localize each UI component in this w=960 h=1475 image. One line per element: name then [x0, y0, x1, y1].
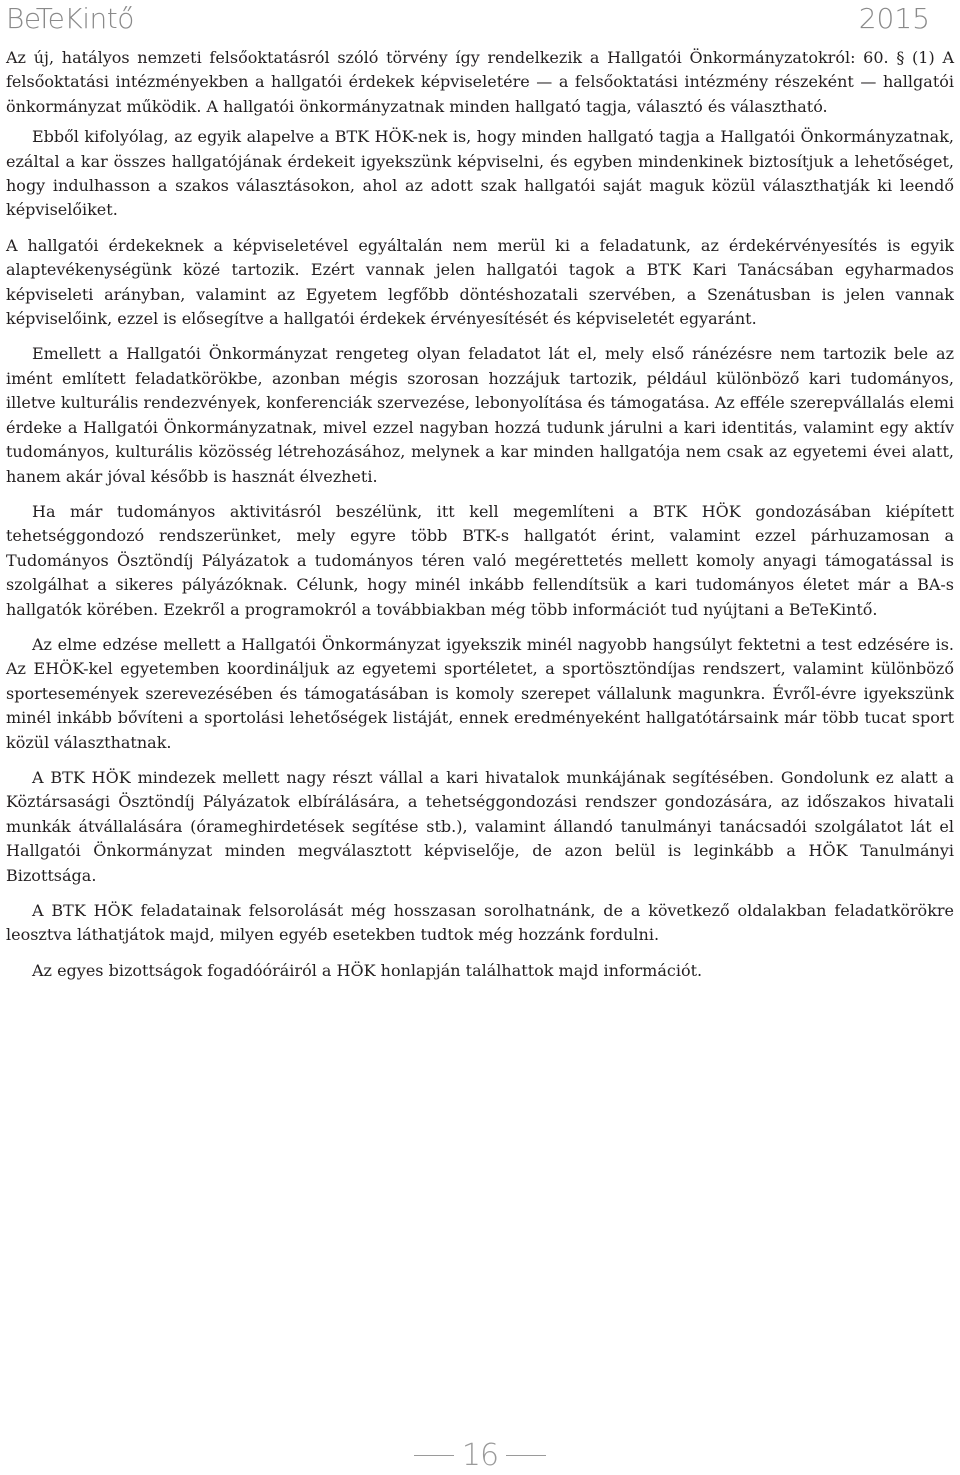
- page-footer: [0, 1435, 960, 1475]
- paragraph-offices: A BTK HÖK mindezek mellett nagy részt vállal a kari hivatalok munkájának segítésében. Gondolunk ez alatt a Köztársasági Ösztöndíj Pályázatok elbírálására, a tehetséggondozási rendszer gondozására, az időszakos hivatali munkák átvállalására (órameghirdetések segítése stb.), valamint állandó tanulmányi tanácsadói szolgálatot lát el Hallgatói Önkormányzat minden megválasztott képviselője, de azon belül is leginkább a HÖK Tanulmányi Bizottsága.: [6, 767, 954, 885]
- article-body: [6, 46, 954, 994]
- paragraph-tasks: A BTK HÖK feladatainak felsorolását még hosszasan sorolhatnánk, de a következő oldalakban feladatkörökre leosztva láthatjátok majd, milyen egyéb esetekben tudtok még hozzánk fordulni.: [6, 901, 954, 945]
- magazine-title: BeTeKintő: [6, 2, 134, 35]
- paragraph-science: Ha már tudományos aktivitásról beszélünk, itt kell megemlíteni a BTK HÖK gondozásában kiépített tehetséggondozó rendszerünket, mely egyre több BTK-s hallgatót érint, valamint ezzel párhuzamosan a Tudományos Ösztöndíj Pályázatok a tudományos téren való megérettetés mellett komoly anyagi támogatással is szolgálhat a sikeres pályázóknak. Célunk, hogy minél inkább fellendítsük a kari tudományos életet már a BA-s hallgatók körében. Ezekről a programokról a továbbiakban még több információt tud nyújtani a BeTeKintő.: [6, 501, 954, 619]
- paragraph-law-quote: Az új, hatályos nemzeti felsőoktatásról szóló törvény így rendelkezik a Hallgatói Önkormányzatokról: 60. § (1) A felsőoktatási intézményekben a hallgatói érdekek képviseletére — a felsőoktatási intézmény részeként — hallgatói önkormányzat működik. A hallgatói önkormányzatnak minden hallgató tagja, választó és választható.: [6, 48, 954, 116]
- paragraph-representation: A hallgatói érdekeknek a képviseletével egyáltalán nem merül ki a feladatunk, az érdekérvényesítés is egyik alaptevékenységünk közé tartozik. Ezért vannak jelen hallgatói tagok a BTK Kari Tanácsában egyharmados képviseleti arányban, valamint az Egyetem legfőbb döntéshozatali szervében, a Szenátusban is jelen vannak képviselőink, ezzel is elősegítve a hallgatói érdekek érvényesítését és képviseletét egyaránt.: [6, 235, 954, 329]
- page-header: [6, 2, 930, 38]
- paragraph-membership: Ebből kifolyólag, az egyik alapelve a BTK HÖK-nek is, hogy minden hallgató tagja a Hallgatói Önkormányzatnak, ezáltal a kar összes hallgatójának érdekeit igyekszünk képviselni, és egyben mindenkinek biztosítjuk a lehetőséget, hogy indulhasson a szakos választásokon, ahol az adott szak hallgatói saját maguk közül választhatják ki leendő képviselőiket.: [6, 127, 954, 220]
- page-number: 16: [461, 1437, 499, 1473]
- paragraph-events: Emellett a Hallgatói Önkormányzat rengeteg olyan feladatot lát el, mely első ránézésre nem tartozik bele az imént említett feladatkörökbe, azonban mégis szorosan hozzájuk tartozik, például különböző kari tudományos, illetve kulturális rendezvények, konferenciák szervezése, lebonyolítása és támogatása. Az efféle szerepvállalás elemi érdeke a Hallgatói Önkormányzatnak, mivel ezzel nagyban hozzá tudunk járulni a kari identitás, valamint egy aktív tudományos, kulturális közösség létrehozásához, melynek a kar minden hallgatója nem csak az egyetemi évei alatt, hanem akár jóval később is hasznát élvezheti.: [6, 344, 954, 486]
- footer-rule-left: [414, 1455, 454, 1456]
- issue-year: 2015: [858, 2, 930, 35]
- paragraph-office-hours: Az egyes bizottságok fogadóóráiról a HÖK honlapján találhattok majd információt.: [32, 960, 703, 980]
- paragraph-sports: Az elme edzése mellett a Hallgatói Önkormányzat igyekszik minél nagyobb hangsúlyt fektetni a test edzésére is. Az EHÖK-kel egyetemben koordináljuk az egyetemi sportéletet, a sportösztöndíjas rendszert, valamint különböző sportesemények szerevezésében és támogatásában is komoly szerepet vállalunk magunkra. Évről-évre igyekszünk minél inkább bővíteni a sportolási lehetőségek listáját, ennek eredményeként hallgatótársaink már több tucat sport közül választhatnak.: [6, 634, 954, 752]
- footer-rule-right: [506, 1455, 546, 1456]
